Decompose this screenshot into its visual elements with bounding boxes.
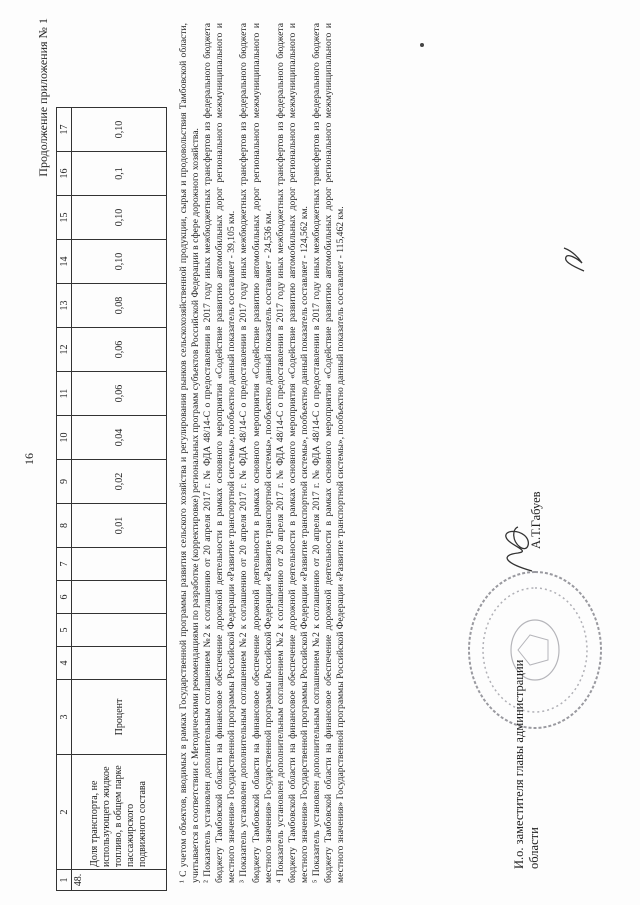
row-number: 48.: [72, 870, 167, 891]
footnote-5: ⁵ Показатель установлен дополнительным соглашением №2 к соглашению от 20 апреля 2017 г. № ФДА 48/14-С о предоставлении в 2017 году иных межбюджетных трансфертов из федерального бюджета бюджету Тамбовской области на финансовое обеспечение дорожной деятельности в рамках основного мероприятия «Содействие развитию автомобильных дорог регионального межмуниципального и местного значения» Государственной программы Российской Федерации «Развитие транспортной системы», пообъектно данный показатель составляет - 115,462 км.: [311, 23, 347, 883]
continuation-label: Продолжение приложения № 1: [36, 18, 50, 177]
header-cell: 13: [57, 284, 72, 328]
header-cell: 4: [57, 647, 72, 680]
signer-title: И.о. заместителя главы администрации: [512, 659, 526, 869]
header-cell: 14: [57, 240, 72, 284]
header-cell: 12: [57, 328, 72, 372]
header-cell: 17: [57, 108, 72, 152]
value-cell: 0,06: [72, 372, 167, 416]
page-number: 16: [22, 453, 36, 465]
footnote-2: ² Показатель установлен дополнительным соглашением №2 к соглашению от 20 апреля 2017 г. № ФДА 48/14-С о предоставлении в 2017 году иных межбюджетных трансфертов из федерального бюджета бюджету Тамбовской области на финансовое обеспечение дорожной деятельности в рамках основного мероприятия «Содействие развитию автомобильных дорог регионального межмуниципального и местного значения» Государственной программы Российской Федерации «Развитие транспортной системы», пообъектно данный показатель составляет - 39,105 км.: [202, 23, 238, 883]
value-cell: 0,1: [72, 152, 167, 196]
handwritten-mark-icon: [560, 245, 588, 275]
footnote-3: ³ Показатель установлен дополнительным соглашением №2 к соглашению от 20 апреля 2017 г. № ФДА 48/14-С о предоставлении в 2017 году иных межбюджетных трансфертов из федерального бюджета бюджету Тамбовской области на финансовое обеспечение дорожной деятельности в рамках основного мероприятия «Содействие развитию автомобильных дорог регионального межмуниципального и местного значения» Государственной программы Российской Федерации «Развитие транспортной системы», пообъектно данный показатель составляет - 24,536 км.: [238, 23, 274, 883]
value-cell: 0,10: [72, 240, 167, 284]
value-cell: 0,10: [72, 196, 167, 240]
footnotes: [178, 23, 347, 883]
signature-block: [512, 660, 542, 869]
stray-mark: [420, 43, 424, 47]
value-cell: 0,02: [72, 460, 167, 504]
value-cell: 0,04: [72, 416, 167, 460]
unit-cell: Процент: [72, 680, 167, 755]
value-cell: 0,01: [72, 504, 167, 548]
indicator-name: Доля транспорта, не использующего жидкое топливо, в общем парке пассажирского подвижного состава: [72, 755, 167, 870]
header-cell: 16: [57, 152, 72, 196]
header-cell: 1: [57, 870, 72, 891]
value-cell: [72, 614, 167, 647]
value-cell: [72, 647, 167, 680]
header-cell: 5: [57, 614, 72, 647]
header-cell: 7: [57, 548, 72, 581]
header-cell: 2: [57, 755, 72, 870]
value-cell: 0,10: [72, 108, 167, 152]
footnote-4: ⁴ Показатель установлен дополнительным соглашением №2 к соглашению от 20 апреля 2017 г. № ФДА 48/14-С о предоставлении в 2017 году иных межбюджетных трансфертов из федерального бюджета бюджету Тамбовской области на финансовое обеспечение дорожной деятельности в рамках основного мероприятия «Содействие развитию автомобильных дорог регионального межмуниципального и местного значения» Государственной программы Российской Федерации «Развитие транспортной системы», пообъектно данный показатель составляет - 124,562 км.: [274, 23, 310, 883]
header-cell: 3: [57, 680, 72, 755]
value-cell: [72, 548, 167, 581]
header-cell: 15: [57, 196, 72, 240]
signer-region: области: [527, 827, 541, 869]
header-cell: 9: [57, 460, 72, 504]
value-cell: [72, 581, 167, 614]
value-cell: 0,06: [72, 328, 167, 372]
table-row: [72, 108, 167, 891]
value-cell: 0,08: [72, 284, 167, 328]
table-header-row: [57, 108, 72, 891]
header-cell: 6: [57, 581, 72, 614]
signer-name: А.Т.Габуев: [529, 491, 543, 549]
header-cell: 8: [57, 504, 72, 548]
header-cell: 10: [57, 416, 72, 460]
indicator-table: [56, 107, 167, 891]
footnote-1: ¹ С учетом объектов, вводимых в рамках Государственной программы развития сельского хозяйства и регулирования рынков сельскохозяйственной продукции, сырья и продовольствия Тамбовской области, учитывается в соответствии с Методическими рекомендациями по разработке (корректировке) региональных программ субъектов Российской Федерации в сфере дорожного хозяйства.: [178, 23, 202, 883]
header-cell: 11: [57, 372, 72, 416]
